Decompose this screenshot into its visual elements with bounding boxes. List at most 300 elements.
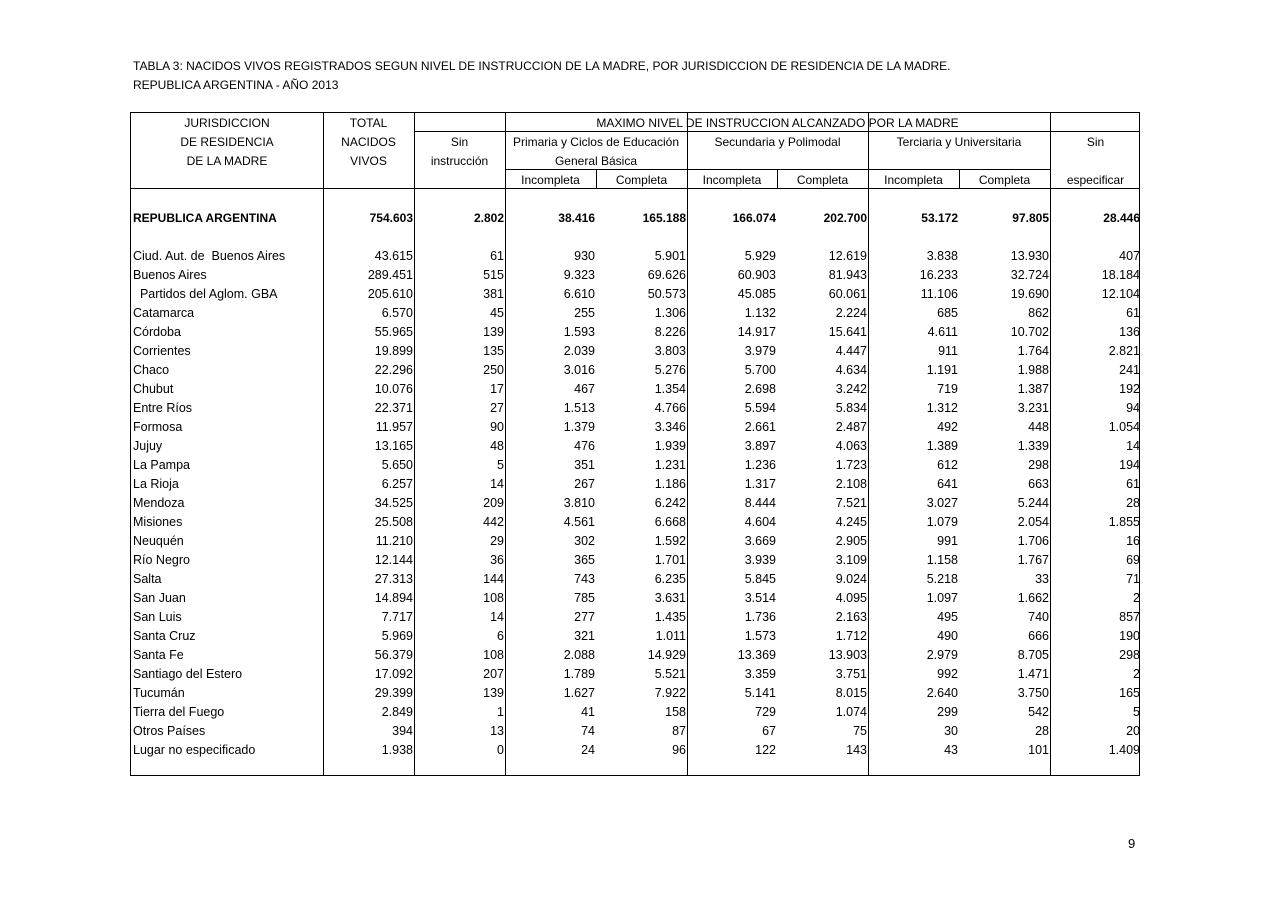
row-value-cell: 6 xyxy=(497,629,504,643)
row-jurisdiccion: Misiones xyxy=(133,515,183,529)
table-row xyxy=(131,494,1139,513)
row-value-cell: 1.938 xyxy=(381,743,413,757)
row-value-cell: 10.702 xyxy=(1010,325,1049,339)
row-value-cell: 60.061 xyxy=(828,287,867,301)
row-value-cell: 2.698 xyxy=(744,382,776,396)
row-value-cell: 5.700 xyxy=(744,363,776,377)
row-value-cell: 139 xyxy=(483,325,504,339)
row-value-cell: 2.224 xyxy=(835,306,867,320)
row-value-cell: 666 xyxy=(1028,629,1049,643)
row-jurisdiccion: REPUBLICA ARGENTINA xyxy=(133,211,277,225)
header-jurisdiccion-1: JURISDICCION xyxy=(184,116,270,130)
row-value-cell: 3.750 xyxy=(1017,686,1049,700)
row-value-cell: 11.210 xyxy=(375,534,413,548)
row-jurisdiccion: Lugar no especificado xyxy=(133,743,256,757)
row-value-cell: 165 xyxy=(1119,686,1140,700)
row-value-cell: 28 xyxy=(1126,496,1140,510)
row-value-cell: 321 xyxy=(574,629,595,643)
data-table xyxy=(130,112,1140,776)
table-subtitle: REPUBLICA ARGENTINA - AÑO 2013 xyxy=(133,78,339,92)
row-value-cell: 5.244 xyxy=(1017,496,1049,510)
row-value-cell: 60.903 xyxy=(737,268,776,282)
row-value-cell: 135 xyxy=(483,344,504,358)
row-value-cell: 9.024 xyxy=(835,572,867,586)
row-value-cell: 69.626 xyxy=(647,268,686,282)
row-jurisdiccion: La Pampa xyxy=(133,458,190,472)
row-value-cell: 158 xyxy=(665,705,686,719)
row-value-cell: 1.573 xyxy=(744,629,776,643)
row-value-cell: 0 xyxy=(497,743,504,757)
row-value-cell: 136 xyxy=(1119,325,1140,339)
row-value-cell: 3.939 xyxy=(744,553,776,567)
row-value-cell: 1.513 xyxy=(563,401,595,415)
row-value-cell: 685 xyxy=(937,306,958,320)
row-value-cell: 1.054 xyxy=(1108,420,1140,434)
row-value-cell: 1.079 xyxy=(926,515,958,529)
row-value-cell: 33 xyxy=(1035,572,1049,586)
row-value-cell: 5 xyxy=(1133,705,1140,719)
row-value-cell: 1.723 xyxy=(835,458,867,472)
row-value-cell: 71 xyxy=(1126,572,1140,586)
row-value-cell: 7.922 xyxy=(654,686,686,700)
row-value-cell: 15.641 xyxy=(828,325,867,339)
row-value-cell: 3.514 xyxy=(744,591,776,605)
row-value-cell: 4.561 xyxy=(563,515,595,529)
row-value-cell: 298 xyxy=(1028,458,1049,472)
table-row xyxy=(131,665,1139,684)
row-value-cell: 20 xyxy=(1126,724,1140,738)
header-maximo-nivel: MAXIMO NIVEL DE INSTRUCCION ALCANZADO POR LA MADRE xyxy=(596,116,959,130)
row-value-cell: 754.603 xyxy=(369,211,413,225)
table-row xyxy=(131,266,1139,285)
row-value-cell: 241 xyxy=(1119,363,1140,377)
row-value-cell: 3.359 xyxy=(744,667,776,681)
row-value-cell: 4.447 xyxy=(835,344,867,358)
row-value-cell: 28 xyxy=(1035,724,1049,738)
row-value-cell: 1.011 xyxy=(655,629,686,643)
row-value-cell: 3.979 xyxy=(744,344,776,358)
row-value-cell: 209 xyxy=(483,496,504,510)
table-row xyxy=(131,646,1139,665)
row-value-cell: 10.076 xyxy=(374,382,413,396)
row-value-cell: 740 xyxy=(1028,610,1049,624)
row-value-cell: 394 xyxy=(392,724,413,738)
row-value-cell: 302 xyxy=(574,534,595,548)
row-value-cell: 267 xyxy=(574,477,595,491)
row-value-cell: 930 xyxy=(574,249,595,263)
row-value-cell: 4.766 xyxy=(654,401,686,415)
row-value-cell: 5.594 xyxy=(744,401,776,415)
table-row xyxy=(131,722,1139,741)
row-value-cell: 143 xyxy=(846,743,867,757)
row-value-cell: 1.409 xyxy=(1108,743,1140,757)
table-row xyxy=(131,551,1139,570)
row-jurisdiccion: Chaco xyxy=(133,363,170,377)
row-value-cell: 5.834 xyxy=(835,401,867,415)
row-value-cell: 22.296 xyxy=(374,363,413,377)
row-value-cell: 743 xyxy=(574,572,595,586)
row-value-cell: 1 xyxy=(497,705,504,719)
row-value-cell: 96 xyxy=(672,743,686,757)
row-jurisdiccion: Córdoba xyxy=(133,325,181,339)
row-value-cell: 166.074 xyxy=(732,211,776,225)
row-value-cell: 48 xyxy=(490,439,504,453)
row-value-cell: 14.917 xyxy=(737,325,776,339)
table-row xyxy=(131,703,1139,722)
row-value-cell: 1.312 xyxy=(926,401,958,415)
row-value-cell: 1.767 xyxy=(1017,553,1049,567)
header-total-1: TOTAL xyxy=(349,116,388,130)
header-total-2: NACIDOS xyxy=(341,135,396,149)
row-value-cell: 542 xyxy=(1028,705,1049,719)
row-value-cell: 3.016 xyxy=(563,363,595,377)
row-value-cell: 3.231 xyxy=(1017,401,1049,415)
row-value-cell: 5.650 xyxy=(381,458,413,472)
row-jurisdiccion: Neuquén xyxy=(133,534,184,548)
row-value-cell: 32.724 xyxy=(1010,268,1049,282)
table-row xyxy=(131,475,1139,494)
row-value-cell: 2.849 xyxy=(381,705,413,719)
table-row xyxy=(131,532,1139,551)
row-value-cell: 56.379 xyxy=(374,648,413,662)
row-value-cell: 1.764 xyxy=(1017,344,1049,358)
row-value-cell: 5.141 xyxy=(744,686,776,700)
row-jurisdiccion: Santiago del Estero xyxy=(133,667,243,681)
header-primaria-incompleta: Incompleta xyxy=(521,173,580,187)
row-value-cell: 139 xyxy=(483,686,504,700)
row-value-cell: 785 xyxy=(574,591,595,605)
row-value-cell: 490 xyxy=(937,629,958,643)
row-value-cell: 2.802 xyxy=(473,211,504,225)
row-value-cell: 18.184 xyxy=(1101,268,1140,282)
header-secundaria-completa: Completa xyxy=(796,173,849,187)
row-jurisdiccion: Entre Ríos xyxy=(133,401,193,415)
row-value-cell: 81.943 xyxy=(828,268,867,282)
row-value-cell: 1.191 xyxy=(926,363,958,377)
row-jurisdiccion: Salta xyxy=(133,572,162,586)
row-value-cell: 2 xyxy=(1133,667,1140,681)
row-value-cell: 3.803 xyxy=(654,344,686,358)
row-value-cell: 8.444 xyxy=(744,496,776,510)
table-row xyxy=(131,627,1139,646)
header-primaria-completa: Completa xyxy=(615,173,668,187)
row-value-cell: 4.245 xyxy=(835,515,867,529)
row-jurisdiccion: Buenos Aires xyxy=(133,268,207,282)
row-jurisdiccion: Otros Países xyxy=(133,724,206,738)
row-value-cell: 6.610 xyxy=(563,287,595,301)
row-value-cell: 17 xyxy=(490,382,504,396)
row-value-cell: 3.631 xyxy=(654,591,686,605)
row-jurisdiccion: Santa Cruz xyxy=(133,629,196,643)
row-value-cell: 1.306 xyxy=(654,306,686,320)
row-value-cell: 5.521 xyxy=(654,667,686,681)
row-value-cell: 2.163 xyxy=(835,610,867,624)
table-row xyxy=(131,342,1139,361)
row-value-cell: 13 xyxy=(490,724,504,738)
row-value-cell: 729 xyxy=(755,705,776,719)
row-value-cell: 165.188 xyxy=(642,211,686,225)
header-jurisdiccion-3: DE LA MADRE xyxy=(186,154,268,168)
row-value-cell: 69 xyxy=(1126,553,1140,567)
header-sin-especificar-1: Sin xyxy=(1086,135,1105,149)
row-value-cell: 3.838 xyxy=(926,249,958,263)
total-row xyxy=(131,209,1139,228)
row-value-cell: 1.662 xyxy=(1017,591,1049,605)
row-value-cell: 43.615 xyxy=(374,249,413,263)
row-value-cell: 2.821 xyxy=(1108,344,1140,358)
row-value-cell: 53.172 xyxy=(921,211,958,225)
row-value-cell: 407 xyxy=(1119,249,1140,263)
row-value-cell: 3.751 xyxy=(835,667,867,681)
row-value-cell: 862 xyxy=(1028,306,1049,320)
table-row xyxy=(131,589,1139,608)
row-value-cell: 1.789 xyxy=(563,667,595,681)
row-value-cell: 192 xyxy=(1119,382,1140,396)
row-value-cell: 2.640 xyxy=(926,686,958,700)
row-value-cell: 5 xyxy=(497,458,504,472)
row-value-cell: 1.988 xyxy=(1017,363,1049,377)
row-value-cell: 25.508 xyxy=(374,515,413,529)
header-primaria-1: Primaria y Ciclos de Educación xyxy=(512,135,680,149)
row-value-cell: 205.610 xyxy=(367,287,413,301)
header-terciaria-completa: Completa xyxy=(978,173,1031,187)
row-value-cell: 1.706 xyxy=(1017,534,1049,548)
row-value-cell: 1.339 xyxy=(1017,439,1049,453)
row-value-cell: 641 xyxy=(937,477,958,491)
row-value-cell: 19.899 xyxy=(374,344,413,358)
row-value-cell: 5.276 xyxy=(654,363,686,377)
row-value-cell: 250 xyxy=(483,363,504,377)
row-value-cell: 1.158 xyxy=(926,553,958,567)
row-value-cell: 277 xyxy=(574,610,595,624)
row-value-cell: 122 xyxy=(755,743,776,757)
row-value-cell: 24 xyxy=(581,743,595,757)
table-row xyxy=(131,380,1139,399)
row-jurisdiccion: Río Negro xyxy=(133,553,190,567)
table-title: TABLA 3: NACIDOS VIVOS REGISTRADOS SEGUN NIVEL DE INSTRUCCION DE LA MADRE, POR JURISDICCION DE RESIDENCIA DE LA MADRE. xyxy=(133,59,951,73)
row-jurisdiccion: Santa Fe xyxy=(133,648,184,662)
row-value-cell: 3.897 xyxy=(744,439,776,453)
row-value-cell: 45.085 xyxy=(737,287,776,301)
row-value-cell: 476 xyxy=(574,439,595,453)
row-value-cell: 1.317 xyxy=(744,477,776,491)
row-value-cell: 29 xyxy=(490,534,504,548)
row-value-cell: 108 xyxy=(483,591,504,605)
row-value-cell: 74 xyxy=(581,724,595,738)
table-row xyxy=(131,513,1139,532)
row-value-cell: 5.218 xyxy=(926,572,958,586)
row-value-cell: 1.074 xyxy=(835,705,867,719)
row-value-cell: 13.903 xyxy=(828,648,867,662)
row-value-cell: 108 xyxy=(483,648,504,662)
row-value-cell: 719 xyxy=(937,382,958,396)
row-jurisdiccion: Chubut xyxy=(133,382,174,396)
row-value-cell: 6.257 xyxy=(381,477,413,491)
header-jurisdiccion-2: DE RESIDENCIA xyxy=(180,135,274,149)
row-value-cell: 612 xyxy=(937,458,958,472)
row-value-cell: 1.701 xyxy=(654,553,686,567)
row-value-cell: 381 xyxy=(483,287,504,301)
table-row xyxy=(131,684,1139,703)
row-value-cell: 1.939 xyxy=(654,439,686,453)
row-jurisdiccion: Mendoza xyxy=(133,496,185,510)
row-value-cell: 2.108 xyxy=(835,477,867,491)
row-value-cell: 1.132 xyxy=(744,306,776,320)
row-value-cell: 27 xyxy=(490,401,504,415)
row-jurisdiccion: Tierra del Fuego xyxy=(133,705,225,719)
row-jurisdiccion: San Luis xyxy=(133,610,182,624)
table-row xyxy=(131,361,1139,380)
row-value-cell: 144 xyxy=(483,572,504,586)
row-value-cell: 16 xyxy=(1126,534,1140,548)
row-value-cell: 29.399 xyxy=(374,686,413,700)
row-value-cell: 1.097 xyxy=(926,591,958,605)
row-value-cell: 2.661 xyxy=(744,420,776,434)
row-value-cell: 67 xyxy=(762,724,776,738)
row-value-cell: 1.627 xyxy=(563,686,595,700)
row-value-cell: 298 xyxy=(1119,648,1140,662)
row-value-cell: 351 xyxy=(574,458,595,472)
row-value-cell: 911 xyxy=(938,344,958,358)
row-value-cell: 2.905 xyxy=(835,534,867,548)
table-row xyxy=(131,323,1139,342)
row-value-cell: 2.487 xyxy=(835,420,867,434)
row-value-cell: 75 xyxy=(853,724,867,738)
row-jurisdiccion: La Rioja xyxy=(133,477,179,491)
table-row xyxy=(131,570,1139,589)
row-value-cell: 41 xyxy=(581,705,595,719)
row-jurisdiccion: Catamarca xyxy=(133,306,195,320)
row-value-cell: 11.957 xyxy=(375,420,413,434)
row-value-cell: 3.346 xyxy=(654,420,686,434)
row-value-cell: 289.451 xyxy=(367,268,413,282)
row-value-cell: 19.690 xyxy=(1010,287,1049,301)
header-sin-instruccion-1: Sin xyxy=(450,135,469,149)
row-value-cell: 45 xyxy=(490,306,504,320)
row-value-cell: 4.611 xyxy=(927,325,958,339)
row-value-cell: 1.186 xyxy=(654,477,686,491)
row-value-cell: 365 xyxy=(574,553,595,567)
row-value-cell: 7.521 xyxy=(835,496,867,510)
row-value-cell: 2 xyxy=(1133,591,1140,605)
row-value-cell: 14 xyxy=(490,477,504,491)
row-jurisdiccion: Formosa xyxy=(133,420,183,434)
row-value-cell: 2.088 xyxy=(563,648,595,662)
row-value-cell: 3.669 xyxy=(744,534,776,548)
row-value-cell: 27.313 xyxy=(374,572,413,586)
row-value-cell: 1.736 xyxy=(744,610,776,624)
table-row xyxy=(131,285,1139,304)
row-value-cell: 1.471 xyxy=(1017,667,1049,681)
table-row xyxy=(131,437,1139,456)
row-value-cell: 12.619 xyxy=(828,249,867,263)
row-value-cell: 43 xyxy=(944,743,958,757)
row-value-cell: 6.235 xyxy=(654,572,686,586)
row-value-cell: 255 xyxy=(574,306,595,320)
row-jurisdiccion: Jujuy xyxy=(133,439,163,453)
row-value-cell: 3.242 xyxy=(835,382,867,396)
row-value-cell: 5.969 xyxy=(381,629,413,643)
row-value-cell: 8.705 xyxy=(1017,648,1049,662)
table-row xyxy=(131,741,1139,760)
row-value-cell: 11.106 xyxy=(920,287,958,301)
row-value-cell: 5.845 xyxy=(744,572,776,586)
row-jurisdiccion: San Juan xyxy=(133,591,186,605)
row-value-cell: 6.242 xyxy=(654,496,686,510)
row-value-cell: 28.446 xyxy=(1103,211,1140,225)
row-value-cell: 1.354 xyxy=(654,382,686,396)
row-value-cell: 17.092 xyxy=(374,667,413,681)
row-value-cell: 6.570 xyxy=(381,306,413,320)
row-value-cell: 663 xyxy=(1028,477,1049,491)
row-value-cell: 1.435 xyxy=(654,610,686,624)
row-value-cell: 4.063 xyxy=(835,439,867,453)
row-value-cell: 857 xyxy=(1119,610,1140,624)
row-value-cell: 14.894 xyxy=(374,591,413,605)
row-value-cell: 8.015 xyxy=(835,686,867,700)
row-jurisdiccion: Corrientes xyxy=(133,344,191,358)
row-value-cell: 2.054 xyxy=(1017,515,1049,529)
row-jurisdiccion: Partidos del Aglom. GBA xyxy=(133,287,278,301)
row-value-cell: 30 xyxy=(944,724,958,738)
row-value-cell: 1.231 xyxy=(654,458,686,472)
row-value-cell: 101 xyxy=(1028,743,1049,757)
header-secundaria: Secundaria y Polimodal xyxy=(714,135,841,149)
row-value-cell: 1.855 xyxy=(1108,515,1140,529)
row-value-cell: 12.104 xyxy=(1101,287,1140,301)
row-value-cell: 4.634 xyxy=(835,363,867,377)
table-row xyxy=(131,456,1139,475)
row-value-cell: 12.144 xyxy=(374,553,413,567)
row-value-cell: 6.668 xyxy=(654,515,686,529)
header-terciaria-incompleta: Incompleta xyxy=(884,173,943,187)
row-value-cell: 13.165 xyxy=(374,439,413,453)
row-value-cell: 194 xyxy=(1119,458,1140,472)
row-value-cell: 207 xyxy=(483,667,504,681)
row-value-cell: 5.901 xyxy=(654,249,686,263)
row-value-cell: 442 xyxy=(483,515,504,529)
row-value-cell: 5.929 xyxy=(744,249,776,263)
row-value-cell: 2.979 xyxy=(926,648,958,662)
row-value-cell: 492 xyxy=(937,420,958,434)
row-jurisdiccion: Ciud. Aut. de Buenos Aires xyxy=(133,249,286,263)
row-value-cell: 97.805 xyxy=(1012,211,1049,225)
row-value-cell: 14.929 xyxy=(647,648,686,662)
row-value-cell: 2.039 xyxy=(563,344,595,358)
row-value-cell: 992 xyxy=(937,667,958,681)
row-value-cell: 61 xyxy=(1126,306,1140,320)
header-sin-especificar-2: especificar xyxy=(1066,173,1125,187)
row-value-cell: 1.593 xyxy=(563,325,595,339)
row-value-cell: 22.371 xyxy=(374,401,413,415)
header-total-3: VIVOS xyxy=(350,154,387,168)
row-value-cell: 448 xyxy=(1028,420,1049,434)
row-value-cell: 3.027 xyxy=(926,496,958,510)
row-value-cell: 1.236 xyxy=(744,458,776,472)
row-value-cell: 1.389 xyxy=(926,439,958,453)
row-value-cell: 299 xyxy=(937,705,958,719)
row-value-cell: 190 xyxy=(1119,629,1140,643)
table-row xyxy=(131,418,1139,437)
row-value-cell: 50.573 xyxy=(647,287,686,301)
row-value-cell: 16.233 xyxy=(919,268,958,282)
table-row xyxy=(131,247,1139,266)
header-secundaria-incompleta: Incompleta xyxy=(702,173,762,187)
row-value-cell: 38.416 xyxy=(558,211,595,225)
row-value-cell: 515 xyxy=(483,268,504,282)
row-value-cell: 495 xyxy=(937,610,958,624)
row-value-cell: 7.717 xyxy=(381,610,413,624)
